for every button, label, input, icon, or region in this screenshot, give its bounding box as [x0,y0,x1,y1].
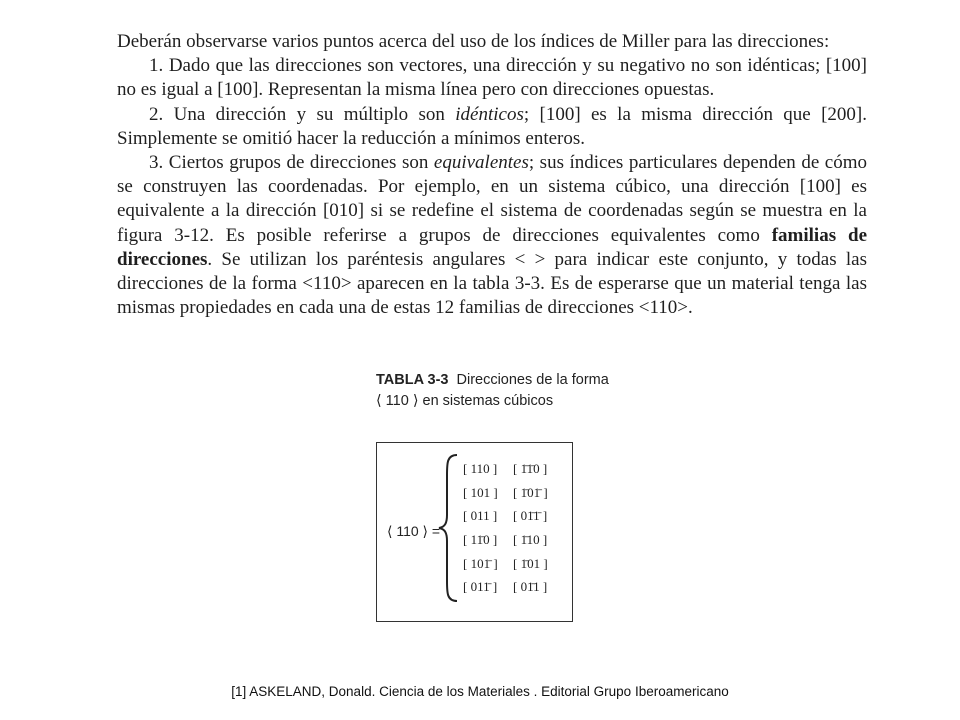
direction-row [463,552,569,576]
table-title-line1: Direcciones de la forma [456,372,609,388]
direction-list [463,457,569,599]
direction-index-negative: [ 1̄01 ] [513,555,548,571]
direction-row [463,457,569,481]
direction-index: [ 110 ] [463,461,498,476]
direction-index: [ 011̄ ] [463,579,498,595]
direction-index: [ 101̄ ] [463,555,498,571]
direction-index-negative: [ 1̄10 ] [513,532,548,548]
body-text [117,30,867,320]
direction-index: [ 011 ] [463,508,498,524]
direction-index-negative: [ 01̄1̄ ] [513,508,548,524]
direction-index-negative: [ 1̄1̄0 ] [513,461,548,476]
paragraph: 2. Una dirección y su múltiplo son idénticos; [100] es la misma dirección que [200]. Simplemente se omitió hacer la reducción a mínimos enteros. [117,103,867,149]
direction-index-negative: [ 01̄1 ] [513,579,548,595]
direction-row [463,481,569,505]
citation: [1] ASKELAND, Donald. Ciencia de los Materiales . Editorial Grupo Iberoamericano [231,684,729,699]
paragraph: Deberán observarse varios puntos acerca del uso de los índices de Miller para las direcciones: [117,31,830,52]
paragraph: 1. Dado que las direcciones son vectores, una dirección y su negativo no son idénticas; [100] no es igual a [100]. Representan la misma línea pero con direcciones opuestas. [117,55,867,101]
table-caption [376,370,609,412]
curly-brace-icon [437,453,459,603]
direction-index: [ 101 ] [463,484,498,500]
table-number: TABLA 3-3 [376,372,449,388]
direction-index-negative: [ 1̄01̄ ] [513,484,548,500]
direction-index: [ 11̄0 ] [463,532,498,548]
directions-table [376,442,573,622]
direction-row [463,504,569,528]
table-title-line2: ⟨ 110 ⟩ en sistemas cúbicos [376,393,554,409]
paragraph: 3. Ciertos grupos de direcciones son equivalentes; sus índices particulares dependen de cómo se construyen las coordenadas. Por ejemplo, en un sistema cúbico, una dirección [100] es equivalente a la dirección [010] si se redefine el sistema de coordenadas según se muestra en la figura 3-12. Es posible referirse a grupos de direcciones equivalentes como familias de direcciones. Se utilizan los paréntesis angulares < > para indicar este conjunto, y todas las direcciones de la forma <110> aparecen en la tabla 3-3. Es de esperarse que un material tenga las mismas propiedades en cada una de estas 12 familias de direcciones <110>. [117,152,867,319]
family-notation: ⟨ 110 ⟩ = [387,523,441,539]
direction-row [463,528,569,552]
direction-row [463,575,569,599]
